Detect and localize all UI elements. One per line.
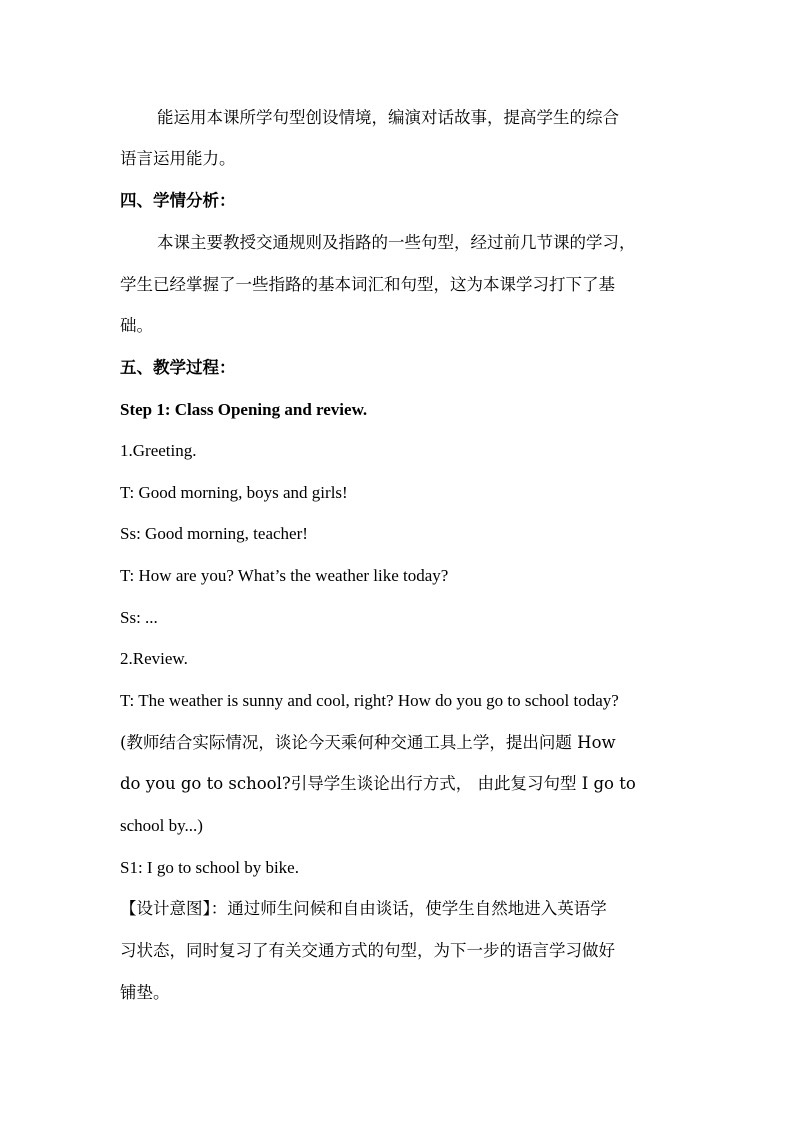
paragraph-line: 语言运用能力。 [120, 149, 236, 168]
paragraph-line: do you go to school?引导学生谈论出行方式， 由此复习句型 I go to [120, 774, 636, 793]
paragraph-line: 础。 [120, 316, 153, 335]
step-heading: Step 1: Class Opening and review. [120, 400, 368, 419]
paragraph-line: 铺垫。 [120, 983, 170, 1002]
paragraph-line: 1.Greeting. [120, 441, 197, 460]
section-heading-teaching-process: 五、教学过程： [120, 358, 236, 377]
paragraph-line: 学生已经掌握了一些指路的基本词汇和句型，这为本课学习打下了基 [120, 275, 615, 294]
paragraph-line: 本课主要教授交通规则及指路的一些句型，经过前几节课的学习， [157, 233, 636, 252]
dialogue-line: Ss: Good morning, teacher! [120, 524, 308, 543]
design-intent-line: 【设计意图】：通过师生问候和自由谈话，使学生自然地进入英语学 [120, 899, 607, 918]
section-heading-learner-analysis: 四、学情分析： [120, 191, 236, 210]
paragraph-line: (教师结合实际情况，谈论今天乘何种交通工具上学，提出问题 How [120, 733, 616, 752]
dialogue-line: T: How are you? What’s the weather like today? [120, 566, 449, 585]
dialogue-line: Ss: ... [120, 608, 158, 627]
dialogue-line: S1: I go to school by bike. [120, 858, 299, 877]
paragraph-line: 习状态，同时复习了有关交通方式的句型，为下一步的语言学习做好 [120, 941, 615, 960]
dialogue-line: T: Good morning, boys and girls! [120, 483, 348, 502]
paragraph-line: 能运用本课所学句型创设情境，编演对话故事，提高学生的综合 [157, 108, 619, 127]
paragraph-line: 2.Review. [120, 649, 188, 668]
paragraph-line: school by...) [120, 816, 203, 835]
dialogue-line: T: The weather is sunny and cool, right? How do you go to school today? [120, 691, 619, 710]
